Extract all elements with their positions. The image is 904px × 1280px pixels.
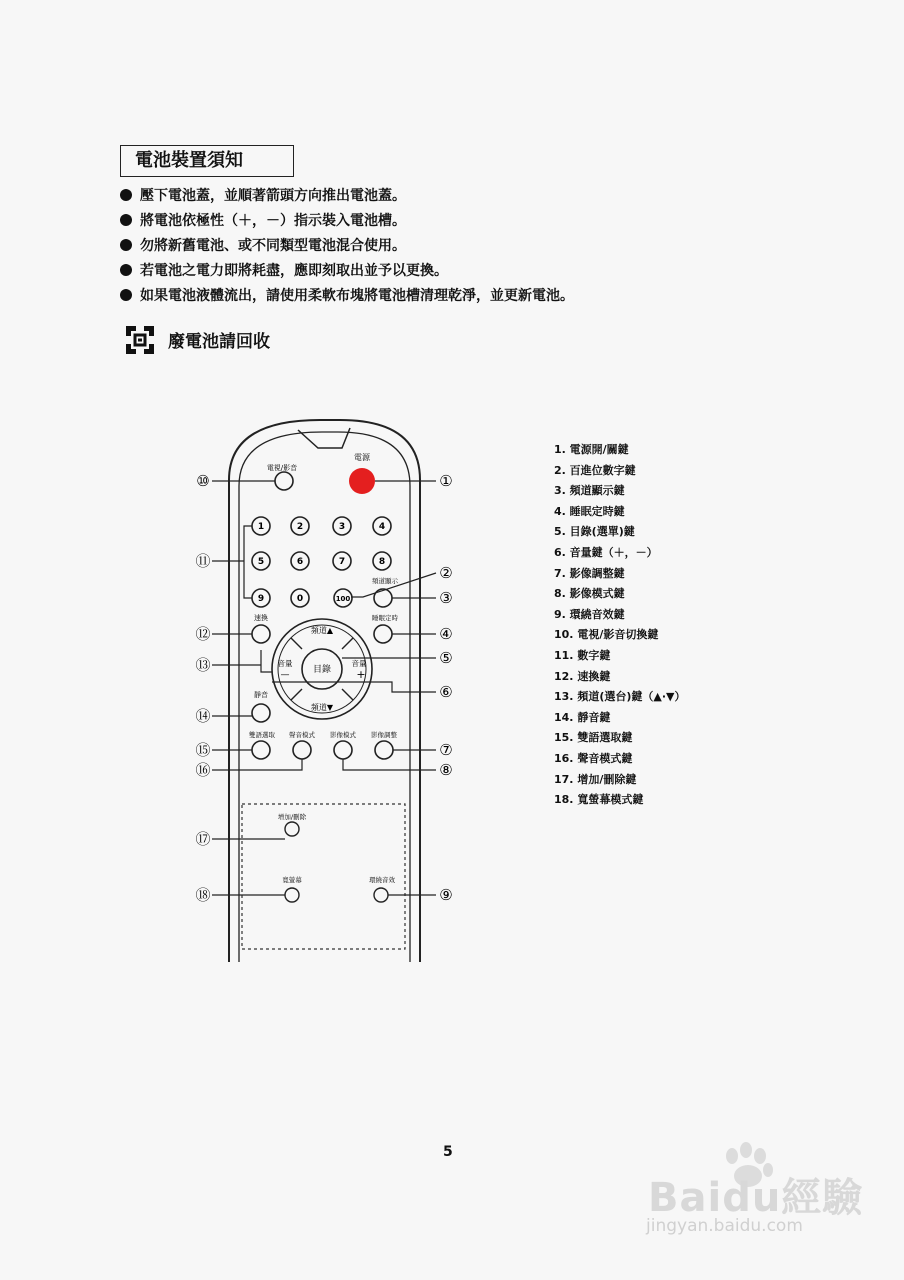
legend-item: 6. 音量鍵（＋，－） <box>554 545 658 559</box>
surround-label: 環繞音效 <box>369 876 395 884</box>
sleep-button[interactable] <box>374 625 392 643</box>
digit-8-label: 8 <box>378 557 386 567</box>
ch-up-label[interactable]: 頻道▲ <box>310 626 334 635</box>
digit-keypad <box>252 517 391 607</box>
legend-item: 5. 目錄(選單)鍵 <box>554 525 635 539</box>
instruction-item: 壓下電池蓋，並順著箭頭方向推出電池蓋。 <box>120 184 574 209</box>
display-label: 頻道顯示 <box>372 577 398 585</box>
instruction-item: 若電池之電力即將耗盡，應即刻取出並予以更換。 <box>120 259 574 284</box>
recycle-notice: 廢電池請回收 <box>168 332 270 352</box>
callout-11: ⑪ <box>195 552 211 570</box>
watermark-url: jingyan.baidu.com <box>646 1216 803 1236</box>
picture-adjust-button[interactable] <box>375 741 393 759</box>
legend-item: 7. 影像調整鍵 <box>554 566 625 580</box>
tv-av-label: 電視/影音 <box>266 464 298 472</box>
callout-7: ⑦ <box>439 741 453 759</box>
callout-9: ⑨ <box>439 886 453 904</box>
vol-plus-label[interactable]: 音量 <box>351 659 367 668</box>
legend-item: 8. 影像模式鍵 <box>554 587 625 601</box>
callout-2: ② <box>439 564 453 582</box>
legend-item: 14. 靜音鍵 <box>554 710 611 724</box>
digit-4-label: 4 <box>378 522 386 532</box>
callout-3: ③ <box>439 589 453 607</box>
callout-16: ⑯ <box>195 761 211 779</box>
callout-5: ⑤ <box>439 649 453 667</box>
instruction-item: 將電池依極性（＋，－）指示裝入電池槽。 <box>120 209 574 234</box>
digit-3-label: 3 <box>338 522 346 532</box>
callout-17: ⑰ <box>195 830 211 848</box>
digit-7-label: 7 <box>338 557 346 567</box>
digit-2-label: 2 <box>296 522 304 532</box>
wide-label: 寬螢幕 <box>282 876 302 884</box>
callout-lines <box>212 481 436 895</box>
sound-mode-button[interactable] <box>293 741 311 759</box>
callout-14: ⑭ <box>195 707 211 725</box>
vol-minus-label[interactable]: 音量 <box>277 659 293 668</box>
digit-5-label: 5 <box>257 557 265 567</box>
legend-item: 4. 睡眠定時鍵 <box>554 504 625 518</box>
quick-view-button[interactable] <box>252 625 270 643</box>
picture-mode-button[interactable] <box>334 741 352 759</box>
watermark-brand: Baidu經驗 <box>648 1175 864 1221</box>
mute-button[interactable] <box>252 704 270 722</box>
picture-mode-label: 影像模式 <box>330 731 356 739</box>
legend-item: 9. 環繞音效鍵 <box>554 607 625 621</box>
tv-av-button[interactable] <box>275 472 293 490</box>
digit-100-label: 100 <box>335 595 351 603</box>
quick-view-label: 速換 <box>254 614 268 622</box>
callout-13: ⑬ <box>195 656 211 674</box>
legend-item: 1. 電源開/關鍵 <box>554 443 629 456</box>
legend-item: 17. 增加/刪除鍵 <box>554 772 637 786</box>
instruction-item: 勿將新舊電池、或不同類型電池混合使用。 <box>120 234 574 259</box>
legend-item: 12. 速換鍵 <box>554 669 611 683</box>
digit-0-label: 0 <box>296 594 304 604</box>
callout-1: ① <box>439 472 453 490</box>
callout-6: ⑥ <box>439 683 453 701</box>
display-button[interactable] <box>374 589 392 607</box>
section-title: 電池裝置須知 <box>120 145 294 177</box>
wide-button[interactable] <box>285 888 299 902</box>
callout-8: ⑧ <box>439 761 453 779</box>
callout-12: ⑫ <box>195 625 211 643</box>
menu-label: 目錄 <box>312 665 332 675</box>
legend-item: 18. 寬螢幕模式鍵 <box>554 793 644 807</box>
digit-6-label: 6 <box>296 557 304 567</box>
callout-10: ⑩ <box>196 472 210 490</box>
legend-item: 10. 電視/影音切換鍵 <box>554 628 659 642</box>
vol-plus-sign: + <box>356 668 366 681</box>
page-number: 5 <box>443 1144 453 1160</box>
callout-15: ⑮ <box>195 741 211 759</box>
power-button[interactable] <box>349 468 375 494</box>
legend-item: 15. 雙語選取鍵 <box>554 731 633 745</box>
legend-item: 16. 聲音模式鍵 <box>554 751 633 765</box>
add-erase-button[interactable] <box>285 822 299 836</box>
dual-sound-label: 雙語選取 <box>249 731 275 739</box>
dual-sound-button[interactable] <box>252 741 270 759</box>
digit-1-label: 1 <box>257 522 265 532</box>
callout-4: ④ <box>439 625 453 643</box>
sound-mode-label: 聲音模式 <box>289 731 315 739</box>
direction-pad <box>272 619 372 719</box>
add-erase-label: 增加/刪除 <box>277 813 307 821</box>
sleep-label: 睡眠定時 <box>372 614 398 622</box>
instruction-item: 如果電池液體流出，請使用柔軟布塊將電池槽清理乾淨，並更新電池。 <box>120 284 574 309</box>
surround-button[interactable] <box>374 888 388 902</box>
legend-item: 11. 數字鍵 <box>554 648 611 662</box>
callout-18: ⑱ <box>195 886 211 904</box>
mute-label: 靜音 <box>254 691 268 699</box>
vol-minus-sign: — <box>280 670 290 680</box>
legend-item: 3. 頻道顯示鍵 <box>554 484 625 498</box>
digit-9-label: 9 <box>257 594 265 604</box>
picture-adjust-label: 影像調整 <box>371 731 397 739</box>
button-legend <box>554 440 685 811</box>
legend-item: 2. 百進位數字鍵 <box>554 463 636 477</box>
power-label: 電源 <box>354 453 370 462</box>
legend-item: 13. 頻道(選台)鍵（▲·▼） <box>554 690 686 704</box>
ch-down-label[interactable]: 頻道▼ <box>310 703 334 712</box>
